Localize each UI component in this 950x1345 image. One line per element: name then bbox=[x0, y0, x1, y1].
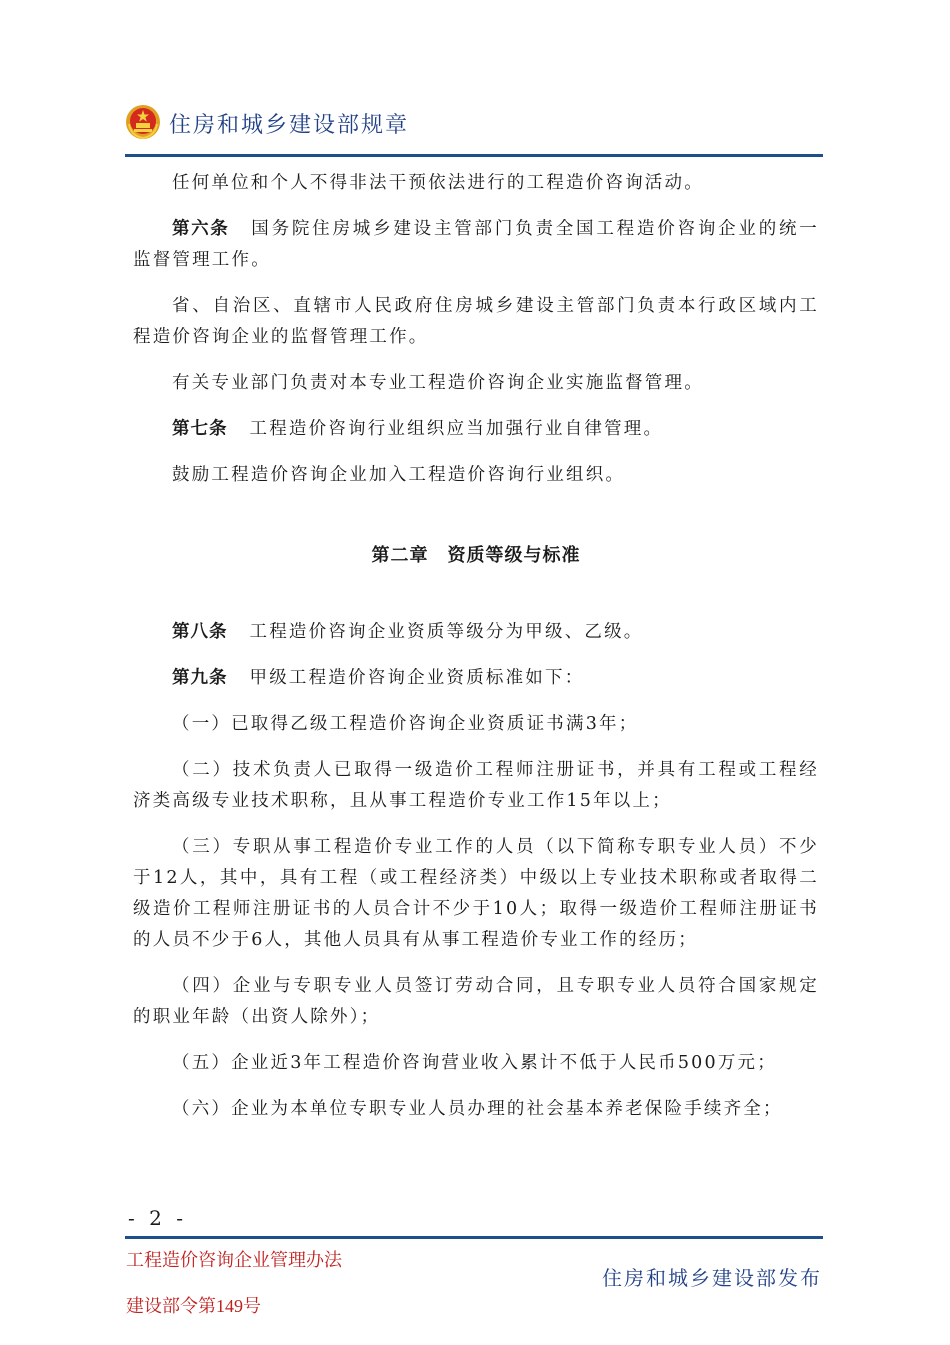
paragraph-text: （二）技术负责人已取得一级造价工程师注册证书，并具有工程或工程经济类高级专业技术职称，且从事工程造价专业工作15年以上； bbox=[133, 760, 819, 811]
footer-document-number: 建设部令第149号 bbox=[126, 1296, 261, 1316]
paragraph bbox=[133, 663, 819, 694]
paragraph-text: 国务院住房城乡建设主管部门负责全国工程造价咨询企业的统一监督管理工作。 bbox=[133, 219, 819, 270]
chapter-title: 第二章 资质等级与标准 bbox=[371, 545, 581, 566]
paragraph-text: （四）企业与专职专业人员签订劳动合同，且专职专业人员符合国家规定的职业年龄（出资人除外）； bbox=[133, 976, 819, 1027]
paragraph-text: 省、自治区、直辖市人民政府住房城乡建设主管部门负责本行政区域内工程造价咨询企业的监督管理工作。 bbox=[133, 296, 819, 347]
paragraph-text: 工程造价咨询企业资质等级分为甲级、乙级。 bbox=[249, 622, 644, 642]
paragraph-text: 有关专业部门负责对本专业工程造价咨询企业实施监督管理。 bbox=[172, 373, 704, 393]
paragraph bbox=[133, 832, 819, 956]
paragraph-text: （三）专职从事工程造价专业工作的人员（以下简称专职专业人员）不少于12人，其中，具有工程（或工程经济类）中级以上专业技术职称或者取得二级造价工程师注册证书的人员合计不少于10人；取得一级造价工程师注册证书的人员不少于6人，其他人员具有从事工程造价专业工作的经历； bbox=[133, 837, 819, 950]
paragraph-text: 工程造价咨询行业组织应当加强行业自律管理。 bbox=[249, 419, 664, 439]
paragraph bbox=[133, 755, 819, 817]
paragraph bbox=[133, 214, 819, 276]
page-header bbox=[125, 100, 823, 158]
header-divider bbox=[125, 154, 823, 157]
paragraph bbox=[133, 368, 819, 399]
paragraph bbox=[133, 291, 819, 353]
paragraph bbox=[133, 971, 819, 1033]
paragraph bbox=[133, 1048, 819, 1079]
paragraph bbox=[133, 709, 819, 740]
paragraph-text: （五）企业近3年工程造价咨询营业收入累计不低于人民币500万元； bbox=[172, 1053, 777, 1073]
footer-divider bbox=[125, 1236, 823, 1239]
paragraph bbox=[133, 1094, 819, 1125]
paragraph bbox=[133, 617, 819, 648]
article-block-2 bbox=[133, 617, 819, 1125]
article-block-1 bbox=[133, 168, 819, 491]
paragraph-text: （六）企业为本单位专职专业人员办理的社会基本养老保险手续齐全； bbox=[172, 1099, 783, 1119]
national-emblem-icon bbox=[125, 104, 161, 140]
article-number: 第九条 bbox=[172, 668, 228, 688]
page-number: - 2 - bbox=[128, 1206, 187, 1230]
paragraph bbox=[133, 414, 819, 445]
footer-publisher: 住房和城乡建设部发布 bbox=[602, 1266, 822, 1290]
paragraph bbox=[133, 460, 819, 491]
paragraph-text: 鼓励工程造价咨询企业加入工程造价咨询行业组织。 bbox=[172, 465, 626, 485]
paragraph bbox=[133, 168, 819, 199]
document-body bbox=[133, 168, 819, 1140]
article-number: 第八条 bbox=[172, 622, 228, 642]
article-number: 第六条 bbox=[172, 219, 230, 239]
header-title: 住房和城乡建设部规章 bbox=[169, 113, 410, 138]
footer-document-title: 工程造价咨询企业管理办法 bbox=[126, 1250, 342, 1270]
paragraph-text: 甲级工程造价咨询企业资质标准如下： bbox=[249, 668, 585, 688]
paragraph-text: 任何单位和个人不得非法干预依法进行的工程造价咨询活动。 bbox=[172, 173, 704, 193]
paragraph-text: （一）已取得乙级工程造价咨询企业资质证书满3年； bbox=[172, 714, 639, 734]
article-number: 第七条 bbox=[172, 419, 228, 439]
